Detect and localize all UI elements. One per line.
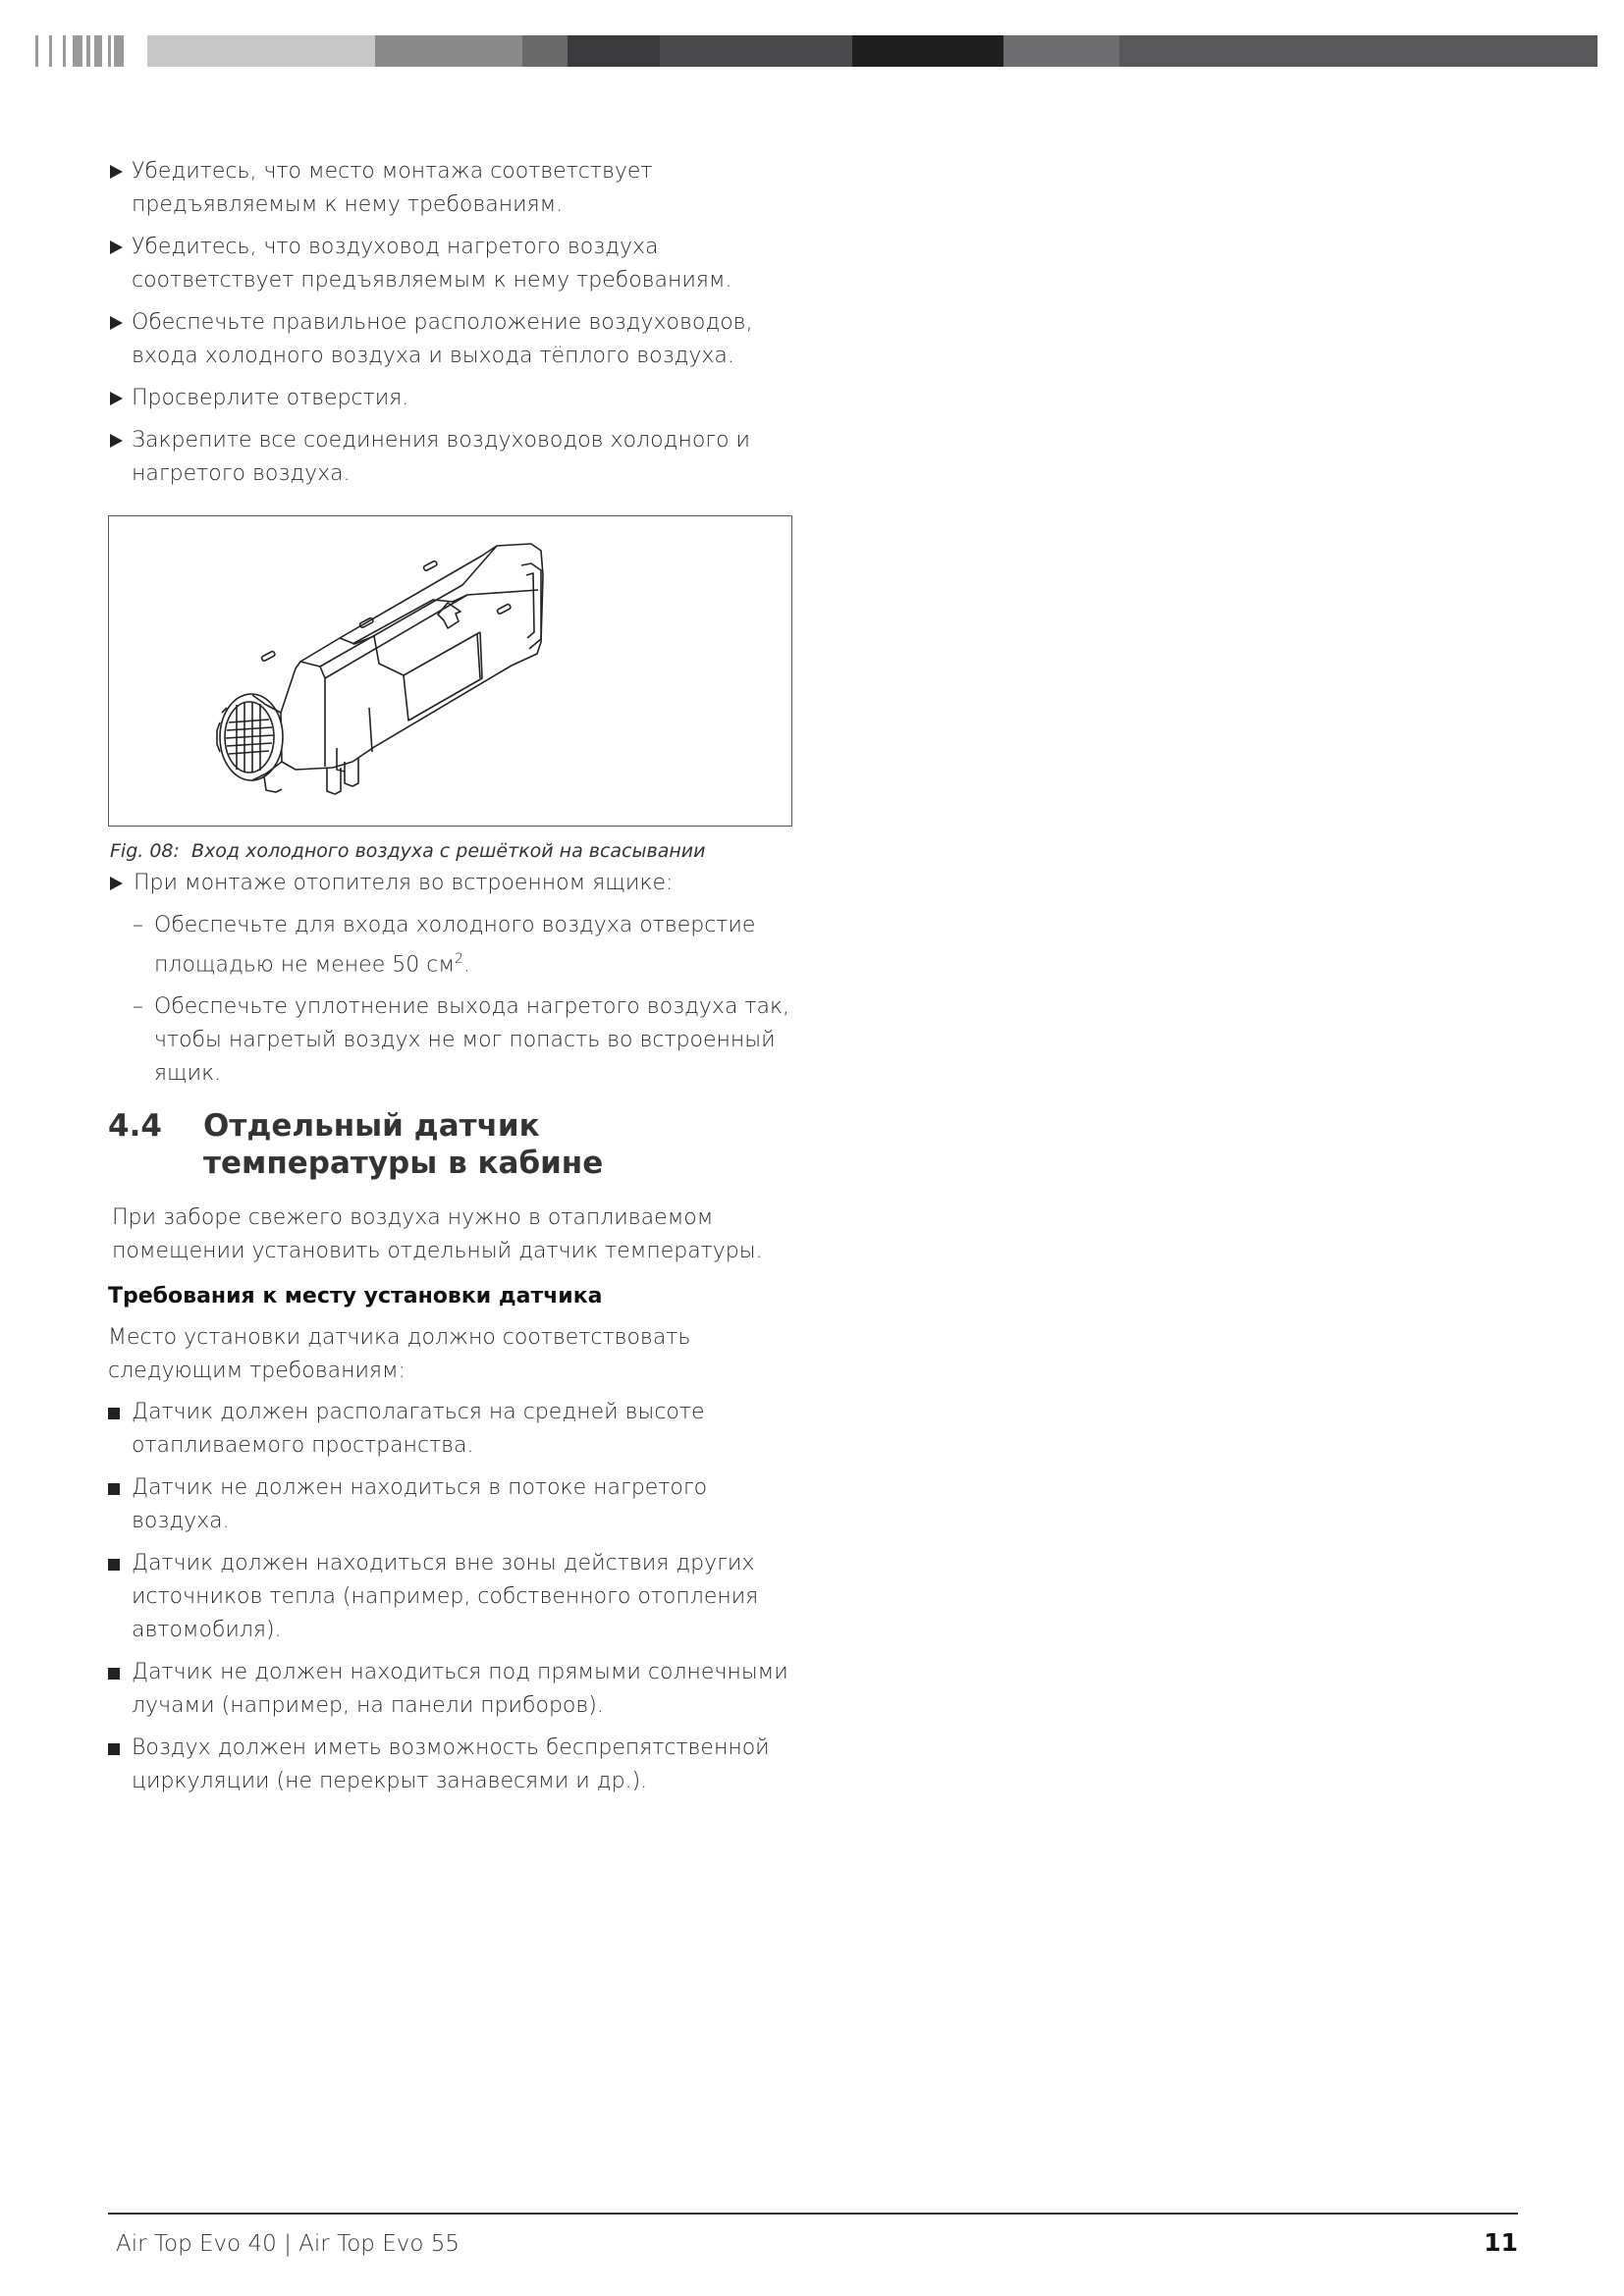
dash-bullet: – <box>133 913 143 937</box>
list-item <box>108 424 795 491</box>
bar-segment <box>568 35 660 67</box>
requirements-intro: Место установки датчика должно соответствовать следующим требованиям: <box>108 1325 691 1383</box>
substep-text: Обеспечьте уплотнение выхода нагретого воздуха так, чтобы нагретый воздух не мог попасть во встроенный ящик. <box>154 994 790 1087</box>
requirement-text: Датчик не должен находиться под прямыми солнечными лучами (например, на панели приборов). <box>132 1660 788 1718</box>
arrow-bullet-icon <box>110 165 123 179</box>
step-text: При монтаже отопителя во встроенном ящике: <box>134 871 674 895</box>
list-item <box>108 867 795 900</box>
requirement-text: Датчик должен находиться вне зоны действия других источников тепла (например, собственного отопления автомобиля). <box>132 1551 759 1642</box>
section-body <box>108 1201 795 1807</box>
list-item <box>108 1471 795 1538</box>
subheading: Требования к месту установки датчика <box>108 1284 603 1308</box>
section-title: Отдельный датчик температуры в кабине <box>203 1108 604 1181</box>
bar-segment <box>1003 35 1119 67</box>
substep-text: Обеспечьте для входа холодного воздуха отверстие площадью не менее 50 см <box>154 913 756 978</box>
square-bullet-icon <box>108 1743 120 1755</box>
figure-caption-text: Вход холодного воздуха с решёткой на всасывании <box>191 840 706 862</box>
step-text: Убедитесь, что место монтажа соответствует предъявляемым к нему требованиям. <box>132 159 653 217</box>
list-item <box>108 306 795 373</box>
bar-tick <box>94 35 102 67</box>
bar-tick <box>108 35 111 67</box>
step-text: Закрепите все соединения воздуховодов холодного и нагретого воздуха. <box>132 428 751 486</box>
requirement-text: Датчик должен располагаться на средней высоте отапливаемого пространства. <box>132 1400 705 1458</box>
step-text: Просверлите отверстия. <box>132 386 409 410</box>
list-item <box>108 382 795 415</box>
bar-tick <box>114 35 124 67</box>
bar-tick <box>49 35 52 67</box>
page-number: 11 <box>1484 2228 1518 2257</box>
heater-illustration <box>109 516 790 825</box>
requirement-text: Воздух должен иметь возможность беспрепятственной циркуляции (не перекрыт занавесями и др.). <box>132 1735 770 1793</box>
requirement-text: Датчик не должен находиться в потоке нагретого воздуха. <box>132 1475 708 1533</box>
bar-segment <box>852 35 1003 67</box>
list-item <box>108 909 795 982</box>
bar-segment <box>660 35 852 67</box>
list-item <box>108 155 795 222</box>
list-item <box>108 1396 795 1463</box>
square-bullet-icon <box>108 1668 120 1680</box>
superscript: 2 <box>454 951 463 967</box>
bar-segment <box>522 35 568 67</box>
footer-rule <box>108 2213 1518 2215</box>
square-bullet-icon <box>108 1559 120 1571</box>
step-text: Убедитесь, что воздуховод нагретого воздуха соответствует предъявляемым к нему требованиям. <box>132 235 732 293</box>
substep-text-end: . <box>462 952 470 978</box>
header-color-bar <box>35 35 1597 67</box>
section-number: 4.4 <box>108 1108 162 1144</box>
bar-tick <box>35 35 38 67</box>
figure-label: Fig. 08: <box>110 840 180 862</box>
box-install-steps <box>108 867 795 1099</box>
bar-segment <box>375 35 522 67</box>
list-item <box>108 231 795 297</box>
arrow-bullet-icon <box>110 240 123 254</box>
bar-tick <box>73 35 82 67</box>
square-bullet-icon <box>108 1408 120 1419</box>
square-bullet-icon <box>108 1483 120 1495</box>
bar-segment <box>1119 35 1597 67</box>
figure-caption <box>110 840 705 862</box>
arrow-bullet-icon <box>110 434 123 448</box>
section-intro: При заборе свежего воздуха нужно в отапливаемом помещении установить отдельный датчик температуры. <box>112 1205 763 1263</box>
arrow-bullet-icon <box>110 316 123 330</box>
footer-product: Air Top Evo 40 | Air Top Evo 55 <box>116 2231 460 2257</box>
bar-tick <box>63 35 66 67</box>
step-text: Обеспечьте правильное расположение воздуховодов, входа холодного воздуха и выхода тёплого воздуха. <box>132 310 753 368</box>
list-item <box>108 1656 795 1723</box>
list-item <box>108 1732 795 1798</box>
dash-bullet: – <box>133 994 143 1020</box>
list-item <box>108 990 795 1091</box>
arrow-bullet-icon <box>110 877 123 890</box>
arrow-bullet-icon <box>110 392 123 405</box>
list-item <box>108 1547 795 1647</box>
bar-tick <box>86 35 90 67</box>
bar-segment <box>147 35 375 67</box>
install-steps <box>108 155 795 500</box>
figure-frame <box>108 515 792 827</box>
